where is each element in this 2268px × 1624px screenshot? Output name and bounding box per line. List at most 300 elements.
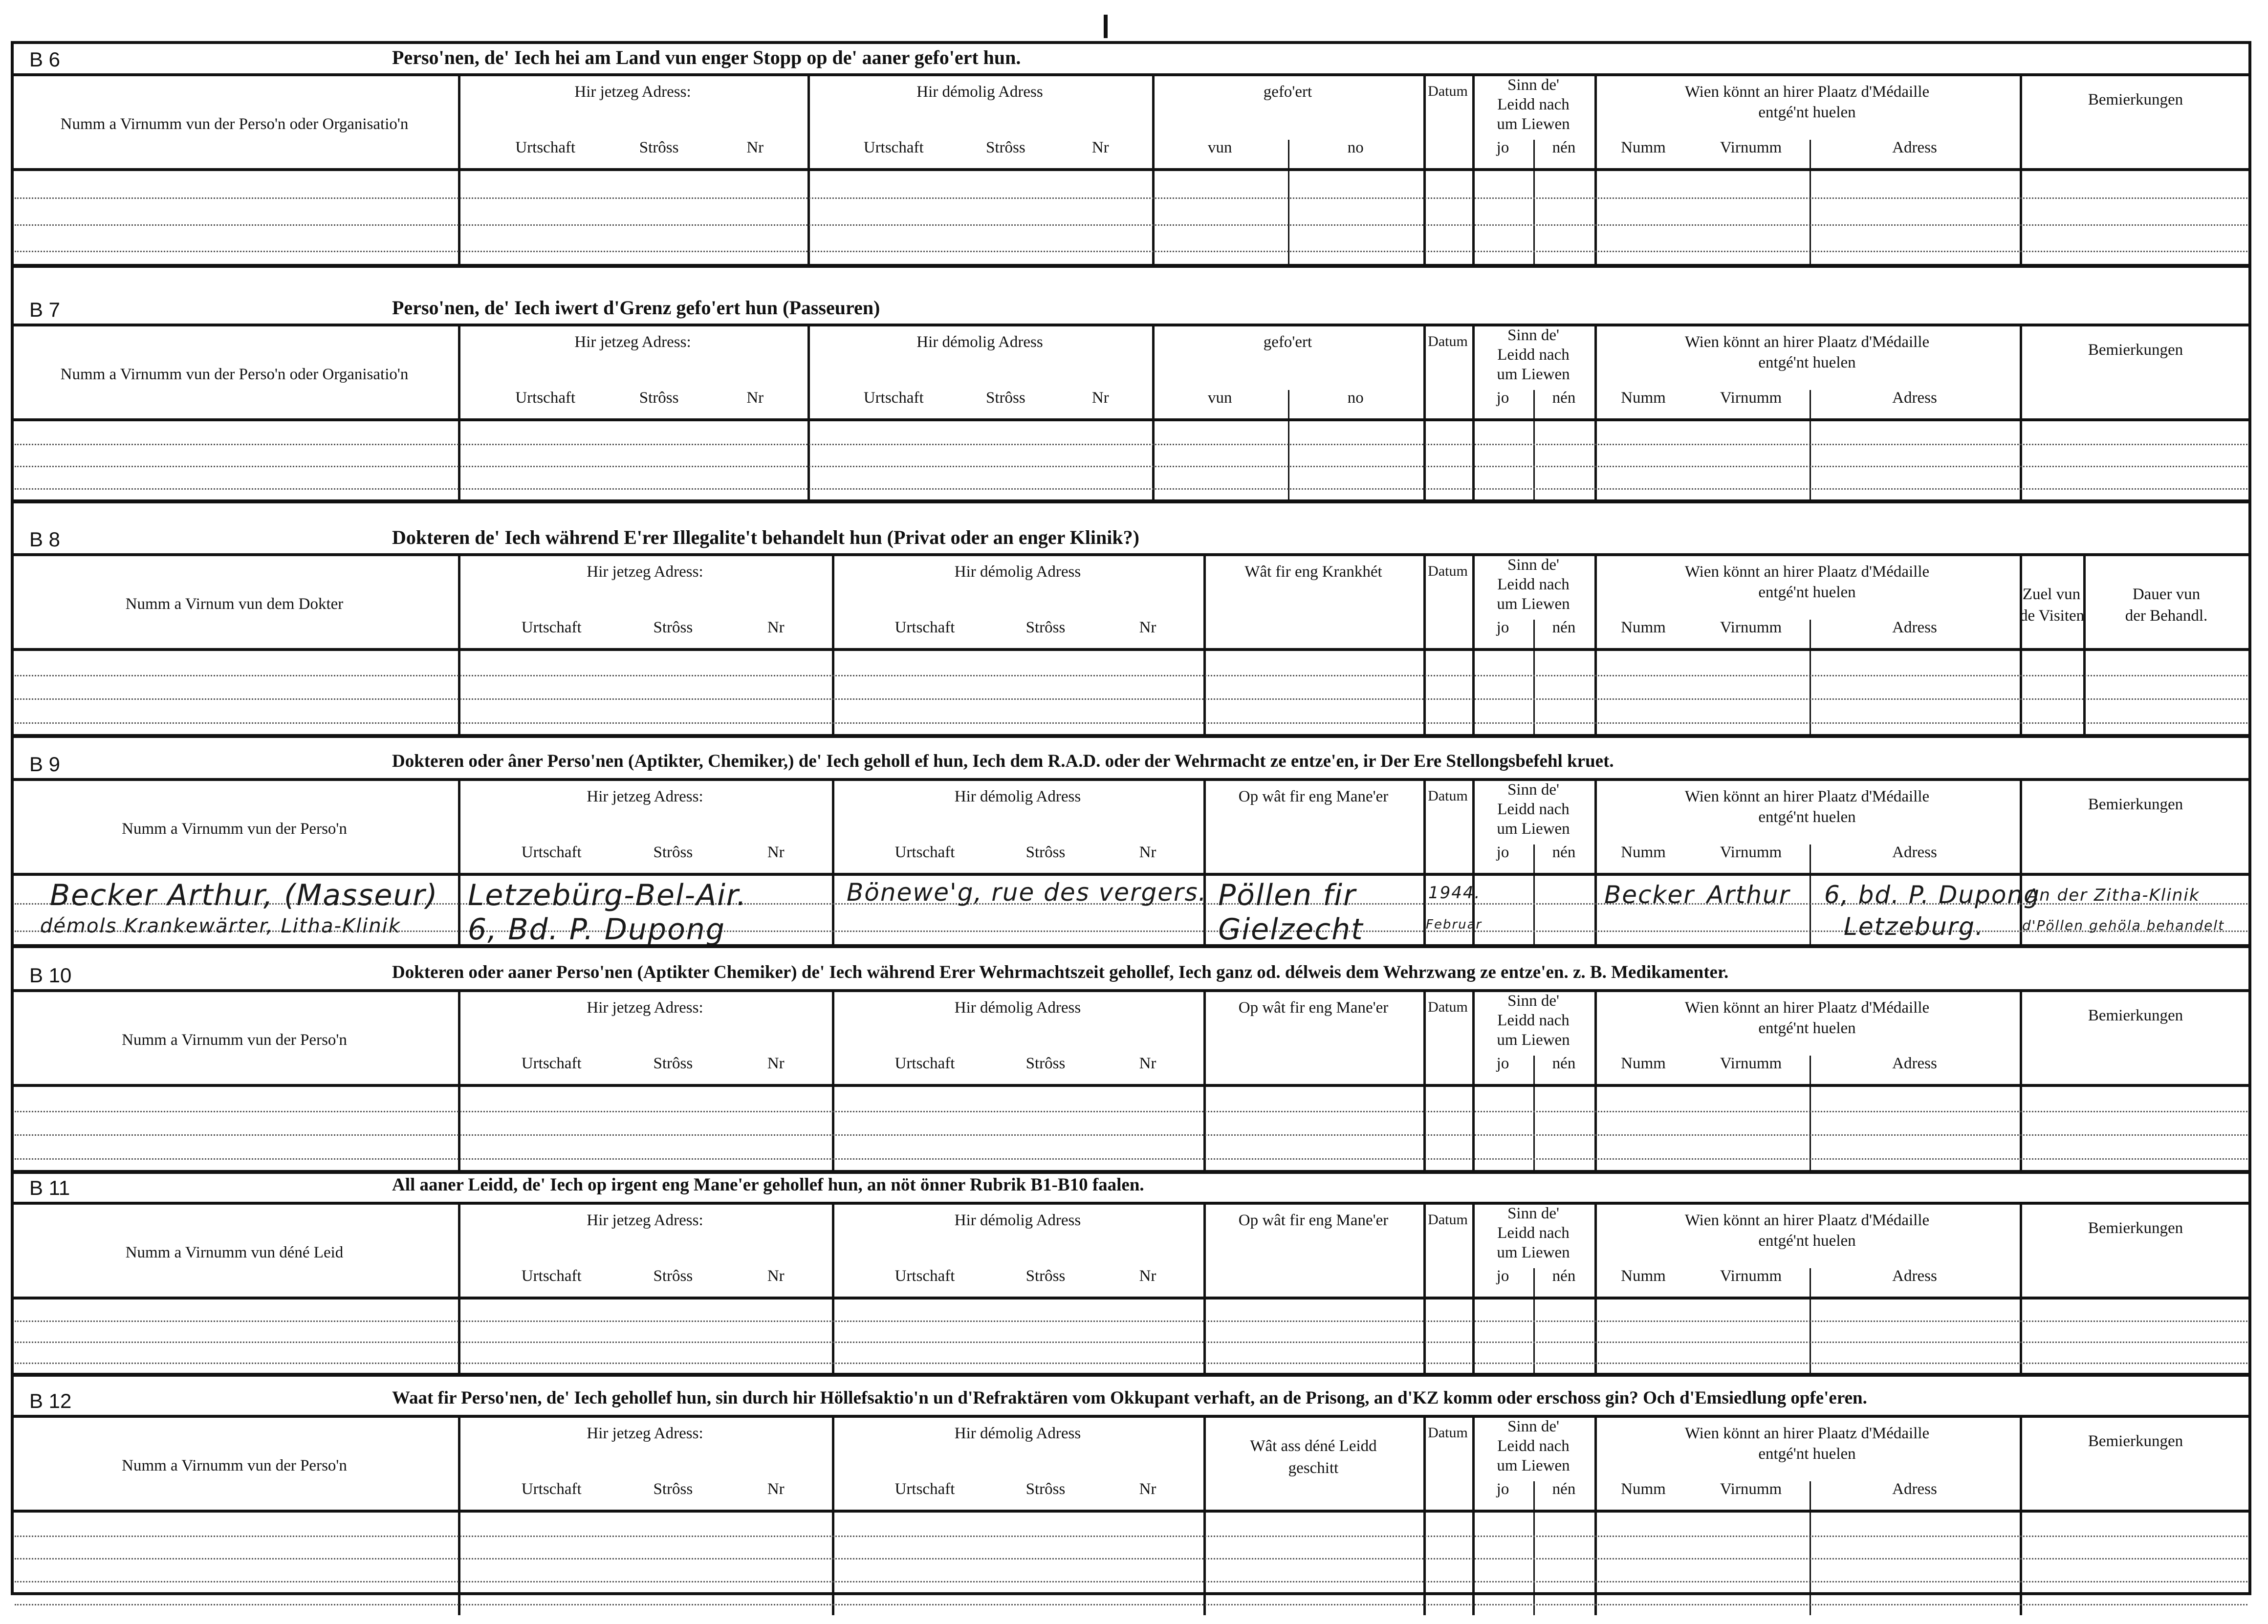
dotted-entry-line[interactable] (15, 698, 2247, 700)
medal-firstname-label: Virnumm (1720, 619, 1782, 636)
former-address-label: Hir démolig Adress (954, 1425, 1081, 1442)
row-col-divider (1423, 1513, 1426, 1615)
remarks-label: Bemierkungen (2088, 91, 2183, 108)
top-mark (1104, 15, 1108, 38)
first-col-label: Numm a Virnum vun dem Dokter (125, 595, 344, 613)
subcol-divider (1533, 1056, 1535, 1090)
row-col-divider (2020, 651, 2022, 734)
row-col-divider (1152, 171, 1155, 264)
row-col-divider (1203, 1087, 1206, 1170)
date-label: Datum (1428, 563, 1468, 579)
medal-firstname-label: Virnumm (1720, 139, 1782, 156)
medal-label: Wien könnt an hirer Plaatz d'Médaille (1684, 788, 1930, 805)
town-label: Urtschaft (521, 1267, 582, 1285)
remarks-label: Bemierkungen (2088, 1007, 2183, 1024)
dotted-entry-line[interactable] (15, 466, 2247, 467)
row-col-divider (1594, 651, 1597, 734)
row-col-divider (1472, 651, 1475, 734)
header-col-divider (2020, 781, 2022, 873)
row-col-divider (1472, 1299, 1475, 1373)
street-label: Strôss (1025, 1480, 1066, 1498)
medal-name-label: Numm (1621, 1055, 1666, 1072)
date-label: Datum (1428, 788, 1468, 804)
medal-address-label: Adress (1892, 389, 1937, 407)
dotted-entry-line[interactable] (15, 1363, 2247, 1364)
what-happened-label2: geschitt (1288, 1459, 1339, 1477)
date-label: Datum (1428, 999, 1468, 1015)
row-col-divider (807, 171, 810, 264)
row-subdivider (1533, 1513, 1535, 1615)
medal-name-label: Numm (1621, 389, 1666, 407)
duration-label2: der Behandl. (2125, 607, 2208, 625)
row-col-divider (1423, 1087, 1426, 1170)
lost-life-label2: Leidd nach (1497, 346, 1570, 364)
row-col-divider (1472, 171, 1475, 264)
duration-label: Dauer vun (2132, 585, 2201, 603)
row-subdivider (1533, 421, 1535, 499)
medal-label2: entgé'nt huelen (1758, 808, 1856, 826)
row-col-divider (1594, 1513, 1597, 1615)
what-happened-label: Wât ass déné Leidd (1250, 1437, 1377, 1455)
header-col-divider (2020, 992, 2022, 1084)
subcol-divider (1810, 1268, 1811, 1302)
section-heading: All aaner Leidd, de' Iech op irgent eng Mane'er gehollef hun, an nöt önner Rubrik B1-B10 faalen. (392, 1175, 1144, 1195)
header-row (11, 778, 2251, 876)
dotted-entry-line[interactable] (15, 1134, 2247, 1136)
row-col-divider (1594, 1299, 1597, 1373)
section-b10 (11, 959, 2251, 1170)
medal-firstname-label: Virnumm (1720, 1267, 1782, 1285)
former-address-label: Hir démolig Adress (954, 563, 1081, 581)
section-title (11, 1385, 2251, 1414)
row-col-divider (2083, 651, 2086, 734)
town-label: Urtschaft (521, 1055, 582, 1072)
medal-name-label: Numm (1621, 1267, 1666, 1285)
yes-label: jo (1496, 844, 1509, 861)
medal-name-label: Numm (1621, 1480, 1666, 1498)
row-col-divider (1472, 1087, 1475, 1170)
no-label: nén (1552, 844, 1576, 861)
lost-life-label2: Leidd nach (1497, 1224, 1570, 1242)
section-title (11, 748, 2251, 777)
medal-name-label: Numm (1621, 844, 1666, 861)
former-address-label: Hir démolig Adress (916, 83, 1043, 101)
dotted-entry-line[interactable] (15, 1158, 2247, 1160)
no-label: nén (1552, 389, 1576, 407)
first-col-label: Numm a Virnumm vun déné Leid (125, 1244, 344, 1261)
row-subdivider (1810, 651, 1811, 734)
row-subdivider (1810, 1513, 1811, 1615)
row-col-divider (1152, 421, 1155, 499)
lost-life-label: Sinn de' (1507, 326, 1559, 344)
lost-life-label3: um Liewen (1497, 366, 1570, 383)
first-col-label: Numm a Virnumm vun der Perso'n oder Organisatio'n (60, 366, 409, 383)
dotted-entry-line[interactable] (15, 675, 2247, 676)
lost-life-label3: um Liewen (1497, 115, 1570, 133)
medal-address-label: Adress (1892, 1267, 1937, 1285)
visits-label2: de Visiten (2020, 607, 2085, 625)
subcol-divider (1810, 1481, 1811, 1516)
row-col-divider (458, 1513, 460, 1615)
street-label: Strôss (653, 1055, 693, 1072)
section-code: B 10 (29, 964, 72, 987)
b9-current-line1: Letzebürg-Bel-Air. (468, 878, 747, 912)
number-label: Nr (1091, 389, 1109, 407)
street-label: Strôss (1025, 1267, 1066, 1285)
lost-life-label: Sinn de' (1507, 992, 1559, 1010)
dotted-entry-line[interactable] (15, 1342, 2247, 1343)
row-col-divider (807, 421, 810, 499)
town-label: Urtschaft (894, 1055, 955, 1072)
manner-label: Op wât fir eng Mane'er (1238, 788, 1389, 805)
subcol-divider (1288, 140, 1289, 174)
medal-label2: entgé'nt huelen (1758, 1445, 1856, 1463)
section-title (11, 43, 2251, 72)
medal-label: Wien könnt an hirer Plaatz d'Médaille (1684, 1212, 1930, 1229)
lost-life-label2: Leidd nach (1497, 576, 1570, 593)
number-label: Nr (767, 844, 785, 861)
subcol-divider (1533, 390, 1535, 424)
illness-label: Wât fir eng Krankhét (1244, 563, 1382, 581)
row-subdivider (1533, 1087, 1535, 1170)
manner-label: Op wât fir eng Mane'er (1238, 999, 1389, 1017)
medal-label2: entgé'nt huelen (1758, 1019, 1856, 1037)
section-heading: Dokteren de' Iech während E'rer Illegalite't behandelt hun (Privat oder an enger Klinik?) (392, 526, 1139, 548)
current-address-label: Hir jetzeg Adress: (587, 563, 703, 581)
first-col-label: Numm a Virnumm vun der Perso'n (122, 820, 347, 838)
lost-life-label2: Leidd nach (1497, 96, 1570, 113)
dotted-entry-line[interactable] (15, 1111, 2247, 1112)
section-separator (11, 264, 2251, 268)
first-col-label: Numm a Virnumm vun der Perso'n (122, 1031, 347, 1049)
row-subdivider (1810, 171, 1811, 264)
medal-label: Wien könnt an hirer Plaatz d'Médaille (1684, 83, 1930, 101)
to-label: no (1347, 389, 1364, 407)
yes-label: jo (1496, 619, 1509, 636)
header-row (11, 1415, 2251, 1513)
lost-life-label2: Leidd nach (1497, 1437, 1570, 1455)
town-label: Urtschaft (894, 1480, 955, 1498)
medal-name-label: Numm (1621, 139, 1666, 156)
b9-medal-name: Becker (1604, 881, 1695, 909)
former-address-label: Hir démolig Adress (916, 333, 1043, 351)
section-b12 (11, 1385, 2251, 1615)
number-label: Nr (767, 1267, 785, 1285)
yes-label: jo (1496, 1267, 1509, 1285)
medal-firstname-label: Virnumm (1720, 1480, 1782, 1498)
section-heading: Perso'nen, de' Iech hei am Land vun enger Stopp op de' aaner gefo'ert hun. (392, 46, 1021, 68)
medal-address-label: Adress (1892, 1480, 1937, 1498)
row-col-divider (1472, 421, 1475, 499)
row-col-divider (2020, 171, 2022, 264)
medal-label2: entgé'nt huelen (1758, 584, 1856, 601)
row-col-divider (1472, 1513, 1475, 1615)
subcol-divider (1533, 844, 1535, 879)
date-label: Datum (1428, 1425, 1468, 1441)
entry-rows[interactable] (11, 1299, 2251, 1373)
entry-rows[interactable] (11, 1513, 2251, 1615)
subcol-divider (1533, 1481, 1535, 1516)
lost-life-label3: um Liewen (1497, 1457, 1570, 1474)
b9-remark-line1: An der Zitha-Klinik (2027, 886, 2200, 905)
row-col-divider (832, 876, 834, 944)
number-label: Nr (1139, 1055, 1156, 1072)
number-label: Nr (1139, 619, 1156, 636)
no-label: nén (1552, 1055, 1576, 1072)
lost-life-label: Sinn de' (1507, 781, 1559, 799)
entry-rows[interactable] (11, 876, 2251, 947)
medal-label: Wien könnt an hirer Plaatz d'Médaille (1684, 333, 1930, 351)
yes-label: jo (1496, 1480, 1509, 1498)
row-col-divider (1594, 421, 1597, 499)
section-title (11, 959, 2251, 988)
row-col-divider (1423, 651, 1426, 734)
subcol-divider (1810, 620, 1811, 654)
b9-remark-line2: d'Pöllen gehöla behandelt (2022, 917, 2225, 933)
subcol-divider (1810, 140, 1811, 174)
section-b6 (11, 43, 2251, 264)
first-col-label: Numm a Virnumm vun der Perso'n (122, 1457, 347, 1474)
b9-medal-addr2: Letzeburg. (1844, 912, 1984, 941)
header-row (11, 324, 2251, 421)
row-col-divider (1594, 171, 1597, 264)
b9-medal-first: Arthur (1707, 881, 1790, 909)
subcol-divider (1288, 390, 1289, 424)
town-label: Urtschaft (515, 389, 576, 407)
header-row (11, 1202, 2251, 1299)
medal-firstname-label: Virnumm (1720, 389, 1782, 407)
section-code: B 6 (29, 48, 61, 71)
street-label: Strôss (653, 844, 693, 861)
row-col-divider (832, 1087, 834, 1170)
number-label: Nr (746, 139, 764, 156)
current-address-label: Hir jetzeg Adress: (574, 83, 691, 101)
medal-label2: entgé'nt huelen (1758, 1232, 1856, 1250)
section-code: B 7 (29, 298, 61, 321)
number-label: Nr (746, 389, 764, 407)
town-label: Urtschaft (515, 139, 576, 156)
dotted-entry-line[interactable] (15, 1604, 2247, 1605)
number-label: Nr (1091, 139, 1109, 156)
header-col-divider (2020, 76, 2022, 168)
row-subdivider (1810, 1087, 1811, 1170)
dotted-entry-line[interactable] (15, 1321, 2247, 1322)
remarks-label: Bemierkungen (2088, 1219, 2183, 1237)
row-subdivider (1810, 876, 1811, 944)
town-label: Urtschaft (863, 389, 924, 407)
number-label: Nr (767, 1480, 785, 1498)
town-label: Urtschaft (894, 844, 955, 861)
row-col-divider (1203, 1513, 1206, 1615)
town-label: Urtschaft (521, 619, 582, 636)
current-address-label: Hir jetzeg Adress: (574, 333, 691, 351)
row-col-divider (2020, 421, 2022, 499)
row-col-divider (458, 1087, 460, 1170)
header-col-divider (2020, 1205, 2022, 1297)
b9-medal-addr1: 6, bd. P. Dupong (1824, 881, 2040, 909)
dotted-entry-line[interactable] (15, 1558, 2247, 1559)
guided-label: gefo'ert (1263, 83, 1312, 101)
yes-label: jo (1496, 139, 1509, 156)
entry-rows[interactable] (11, 171, 2251, 264)
date-label: Datum (1428, 83, 1468, 99)
lost-life-label: Sinn de' (1507, 1205, 1559, 1222)
street-label: Strôss (1025, 1055, 1066, 1072)
row-col-divider (458, 876, 460, 944)
number-label: Nr (1139, 844, 1156, 861)
row-subdivider (1810, 1299, 1811, 1373)
row-col-divider (458, 171, 460, 264)
manner-label: Op wât fir eng Mane'er (1238, 1212, 1389, 1229)
street-label: Strôss (653, 1480, 693, 1498)
medal-address-label: Adress (1892, 619, 1937, 636)
section-title (11, 293, 2251, 323)
street-label: Strôss (639, 139, 679, 156)
current-address-label: Hir jetzeg Adress: (587, 788, 703, 805)
lost-life-label: Sinn de' (1507, 1418, 1559, 1435)
row-col-divider (1423, 876, 1426, 944)
street-label: Strôss (653, 619, 693, 636)
entry-rows[interactable] (11, 651, 2251, 734)
row-col-divider (832, 1299, 834, 1373)
medal-firstname-label: Virnumm (1720, 844, 1782, 861)
row-col-divider (1594, 876, 1597, 944)
lost-life-label2: Leidd nach (1497, 1012, 1570, 1029)
dotted-entry-line[interactable] (15, 722, 2247, 724)
town-label: Urtschaft (894, 619, 955, 636)
medal-address-label: Adress (1892, 1055, 1937, 1072)
guided-label: gefo'ert (1263, 333, 1312, 351)
row-col-divider (832, 651, 834, 734)
dotted-entry-line[interactable] (15, 251, 2247, 252)
medal-label2: entgé'nt huelen (1758, 354, 1856, 371)
section-separator (11, 734, 2251, 738)
number-label: Nr (1139, 1267, 1156, 1285)
yes-label: jo (1496, 1055, 1509, 1072)
row-subdivider (1533, 651, 1535, 734)
row-subdivider (1533, 876, 1535, 944)
from-label: vun (1208, 389, 1232, 407)
street-label: Strôss (639, 389, 679, 407)
header-row (11, 553, 2251, 651)
row-col-divider (1203, 1299, 1206, 1373)
lost-life-label3: um Liewen (1497, 1031, 1570, 1049)
remarks-label: Bemierkungen (2088, 1432, 2183, 1450)
section-heading: Waat fir Perso'nen, de' Iech gehollef hun, sin durch hir Höllefsaktio'n un d'Refraktären vom Okkupant verhaft, an de Prisong, an d'KZ komm oder erschoss gin? Och d'Emsiedlung opfe'eren. (392, 1388, 1867, 1408)
section-b9 (11, 748, 2251, 947)
section-b8 (11, 523, 2251, 734)
town-label: Urtschaft (863, 139, 924, 156)
row-subdivider (1288, 171, 1289, 264)
section-code: B 11 (29, 1176, 70, 1199)
current-address-label: Hir jetzeg Adress: (587, 999, 703, 1017)
b9-current-line2: 6, Bd. P. Dupong (468, 912, 725, 947)
street-label: Strôss (1025, 844, 1066, 861)
section-title (11, 1171, 2251, 1201)
b9-manner-line1: Pöllen fir (1218, 878, 1356, 912)
header-col-divider (2020, 1418, 2022, 1510)
lost-life-label3: um Liewen (1497, 1244, 1570, 1261)
street-label: Strôss (986, 139, 1025, 156)
dotted-entry-line[interactable] (15, 197, 2247, 199)
remarks-label: Bemierkungen (2088, 341, 2183, 359)
visits-label: Zuel vun (2022, 585, 2081, 603)
row-col-divider (2020, 1087, 2022, 1170)
dotted-entry-line[interactable] (15, 488, 2247, 490)
former-address-label: Hir démolig Adress (954, 1212, 1081, 1229)
section-heading: Perso'nen, de' Iech iwert d'Grenz gefo'ert hun (Passeuren) (392, 297, 880, 319)
number-label: Nr (1139, 1480, 1156, 1498)
section-separator (11, 1373, 2251, 1377)
row-col-divider (458, 421, 460, 499)
town-label: Urtschaft (521, 844, 582, 861)
section-separator (11, 944, 2251, 948)
row-col-divider (1423, 1299, 1426, 1373)
yes-label: jo (1496, 389, 1509, 407)
date-label: Datum (1428, 1212, 1468, 1228)
subcol-divider (1533, 140, 1535, 174)
date-label: Datum (1428, 333, 1468, 349)
row-col-divider (1423, 421, 1426, 499)
b9-name-line2: démols Krankewärter, Litha-Klinik (40, 915, 401, 937)
row-col-divider (1594, 1087, 1597, 1170)
entry-rows[interactable] (11, 1087, 2251, 1170)
b9-date-line1: 1944. (1428, 883, 1481, 903)
b9-date-line2: Februar (1426, 917, 1483, 932)
header-col-divider (2020, 326, 2022, 418)
entry-rows[interactable] (11, 421, 2251, 499)
section-b11 (11, 1171, 2251, 1373)
dotted-entry-line[interactable] (15, 444, 2247, 445)
section-separator (11, 499, 2251, 503)
number-label: Nr (767, 619, 785, 636)
number-label: Nr (767, 1055, 785, 1072)
subcol-divider (1533, 1268, 1535, 1302)
medal-label: Wien könnt an hirer Plaatz d'Médaille (1684, 563, 1930, 581)
section-heading: Dokteren oder aaner Perso'nen (Aptikter Chemiker) de' Iech während Erer Wehrmachtszeit gehollef, Iech ganz od. délweis dem Wehrzwang ze entze'en. z. B. Medikamenter. (392, 962, 1729, 982)
current-address-label: Hir jetzeg Adress: (587, 1212, 703, 1229)
row-subdivider (1810, 421, 1811, 499)
medal-firstname-label: Virnumm (1720, 1055, 1782, 1072)
section-title (11, 523, 2251, 552)
header-row (11, 73, 2251, 171)
dotted-entry-line[interactable] (15, 1581, 2247, 1582)
no-label: nén (1552, 619, 1576, 636)
subcol-divider (1533, 620, 1535, 654)
subcol-divider (1810, 390, 1811, 424)
former-address-label: Hir démolig Adress (954, 999, 1081, 1017)
row-subdivider (1288, 421, 1289, 499)
lost-life-label3: um Liewen (1497, 595, 1570, 613)
medal-label: Wien könnt an hirer Plaatz d'Médaille (1684, 999, 1930, 1017)
row-col-divider (2020, 1513, 2022, 1615)
dotted-entry-line[interactable] (15, 224, 2247, 226)
first-col-label: Numm a Virnumm vun der Perso'n oder Organisatio'n (60, 115, 409, 133)
former-address-label: Hir démolig Adress (954, 788, 1081, 805)
medal-address-label: Adress (1892, 844, 1937, 861)
medal-label2: entgé'nt huelen (1758, 104, 1856, 121)
row-subdivider (1533, 1299, 1535, 1373)
lost-life-label2: Leidd nach (1497, 801, 1570, 818)
medal-name-label: Numm (1621, 619, 1666, 636)
row-subdivider (1533, 171, 1535, 264)
b9-former: Bönewe'g, rue des vergers. (847, 878, 1207, 907)
remarks-label: Bemierkungen (2088, 796, 2183, 813)
section-b7 (11, 293, 2251, 499)
no-label: nén (1552, 1267, 1576, 1285)
dotted-entry-line[interactable] (15, 1536, 2247, 1537)
row-col-divider (2020, 1299, 2022, 1373)
